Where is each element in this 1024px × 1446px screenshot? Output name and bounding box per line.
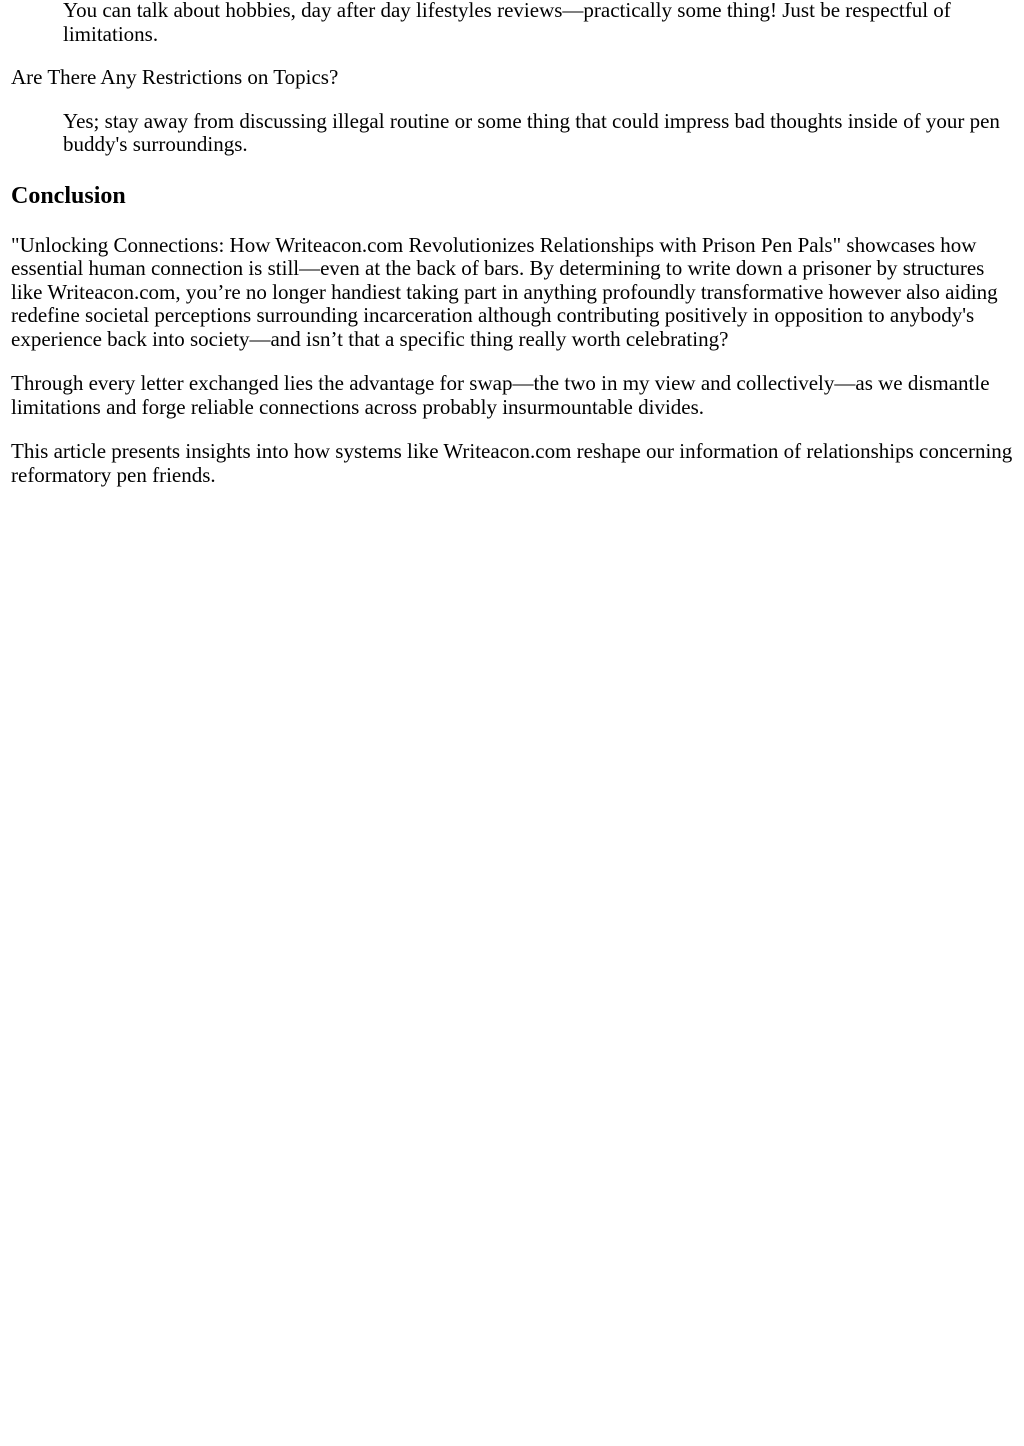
faq-answer-restrictions: Yes; stay away from discussing illegal routine or some thing that could impress bad thoughts inside of your pen buddy's surroundings. <box>63 108 1000 156</box>
conclusion-paragraph-3: This article presents insights into how systems like Writeacon.com reshape our information of relationships concerning reformatory pen friends. <box>11 439 1013 487</box>
conclusion-paragraph-2: Through every letter exchanged lies the advantage for swap—the two in my view and collectively—as we dismantle limitations and forge reliable connections across probably insurmountable divides. <box>11 371 990 419</box>
faq-answer-topics: You can talk about hobbies, day after day lifestyles reviews—practically some thing! Just be respectful of limitations. <box>63 0 951 46</box>
faq-question-restrictions: Are There Any Restrictions on Topics? <box>11 65 339 89</box>
conclusion-heading: Conclusion <box>11 182 126 209</box>
conclusion-paragraph-1: "Unlocking Connections: How Writeacon.com Revolutionizes Relationships with Prison Pen Pals" showcases how essential human connection is still—even at the back of bars. By determining to write down a prisoner by structures like Writeacon.com, you’re no longer handiest taking part in anything profoundly transformative however also aiding redefine societal perceptions surrounding incarceration although contributing positively in opposition to anybody's experience back into society—and isn’t that a specific thing really worth celebrating? <box>11 232 998 351</box>
article-page <box>0 0 1024 487</box>
